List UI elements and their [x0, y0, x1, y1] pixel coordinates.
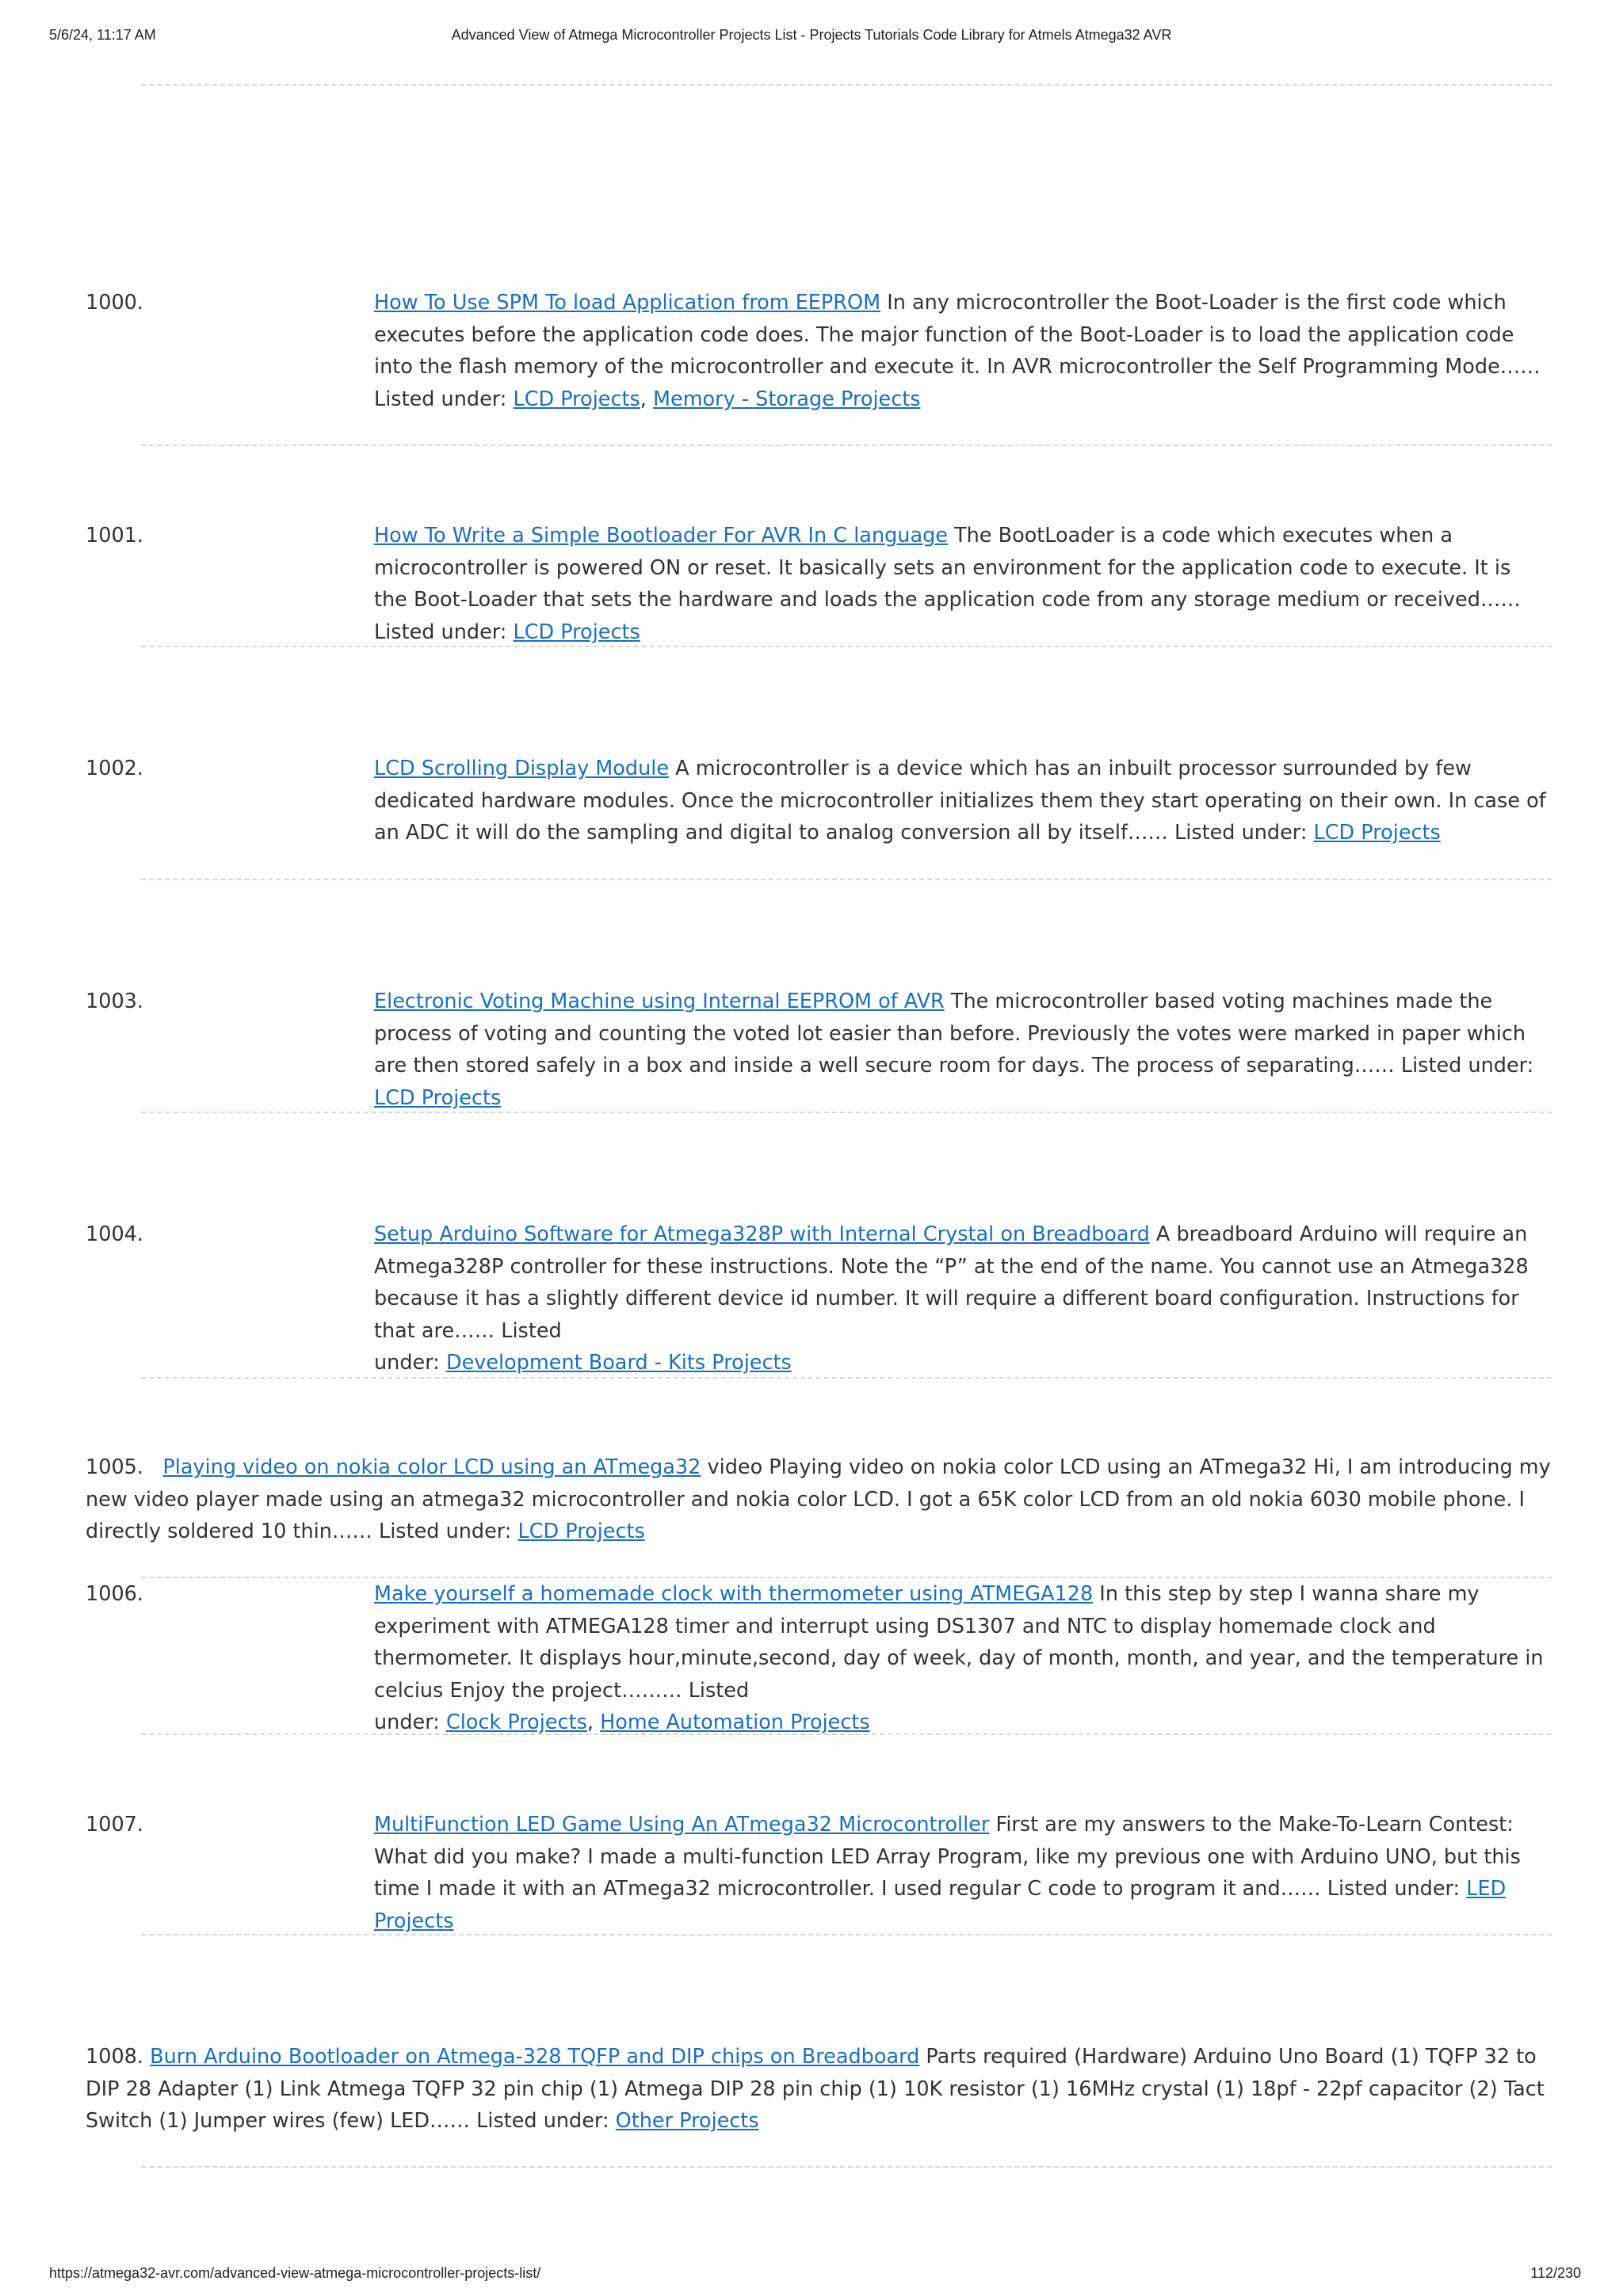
item-description: A microcontroller is a device which has an inbuilt processor surrounded by few dedicated hardware modules. Once the microcontroller initializes them they start operating on their own. In case of an ADC it will do the sampling and digital to analog conversion all by itself…… — [374, 757, 1546, 845]
item-description: Parts required (Hardware) Arduino Uno Board (1) TQFP 32 to DIP 28 Adapter (1) Link Atmega TQFP 32 pin chip (1) Atmega DIP 28 pin chip (1) 10K resistor (1) 16MHz crystal (1) 18pf - 22pf capacitor (2) Tact Switch (1) Jumper wires (few) LED…… — [86, 2045, 1545, 2133]
divider — [141, 879, 1552, 880]
project-link[interactable]: MultiFunction LED Game Using An ATmega32 Microcontroller — [374, 1813, 990, 1836]
category-link[interactable]: Memory - Storage Projects — [653, 387, 921, 411]
item-number: 1002. — [86, 757, 144, 780]
item-body: How To Use SPM To load Application from EEPROM In any microcontroller the Boot-Loader is the first code which executes before the application code does. The major function of the Boot-Loader is to load the application code into the flash memory of the microcontroller and execute it. In AVR microcontroller the Self Programming Mode…… Listed under: LCD Projects, Memory - Storage Projects — [374, 291, 1541, 411]
category-link[interactable]: Other Projects — [615, 2109, 759, 2133]
listed-under-label: Listed under: — [374, 620, 507, 644]
item-description: First are my answers to the Make-To-Learn Contest: What did you make? I made a multi-function LED Array Program, like my previous one with Arduino UNO, but this time I made it with an ATmega32 microcontroller. I used regular C code to program it and…… — [374, 1813, 1521, 1901]
listed-under-label: Listed under: — [476, 2109, 609, 2133]
item-description: video Playing video on nokia color LCD using an ATmega32 Hi, I am introducing my new video player made using an atmega32 microcontroller and nokia color LCD. I got a 65K color LCD from an old nokia 6030 mobile phone. I directly soldered 10 thin…… — [86, 1455, 1551, 1543]
item-description: The BootLoader is a code which executes when a microcontroller is powered ON or reset. It basically sets an environment for the application code to execute. It is the Boot-Loader that sets the hardware and loads the application code from any storage medium or received…… — [374, 524, 1521, 612]
divider — [141, 1112, 1552, 1113]
item-body — [86, 1451, 1552, 1548]
item-body: Make yourself a homemade clock with thermometer using ATMEGA128 In this step by step I wanna share my experiment with ATMEGA128 timer and interrupt using DS1307 and NTC to display homemade clock and thermometer. It displays hour,minute,second, day of week, day of month, month, and year, and the temperature in celcius Enjoy the project……… Listed under: Clock Projects, Home Automation Projects — [374, 1582, 1544, 1734]
project-link[interactable]: Make yourself a homemade clock with thermometer using ATMEGA128 — [374, 1582, 1094, 1606]
category-link[interactable]: Home Automation Projects — [600, 1711, 870, 1734]
under-label: under: — [374, 1711, 440, 1734]
item-number: 1005. — [86, 1455, 144, 1479]
category-link[interactable]: LCD Projects — [513, 620, 640, 644]
item-number: 1001. — [86, 524, 144, 547]
divider — [141, 2166, 1552, 2168]
item-description: In this step by step I wanna share my experiment with ATMEGA128 timer and interrupt using DS1307 and NTC to display homemade clock and thermometer. It displays hour,minute,second, day of week, day of month, month, and year, and the temperature in celcius Enjoy the project……… — [374, 1582, 1544, 1703]
divider — [141, 1377, 1552, 1379]
print-date: 5/6/24, 11:17 AM — [49, 27, 156, 43]
listed-under-label: Listed under: — [374, 387, 507, 411]
project-link[interactable]: Setup Arduino Software for Atmega328P with Internal Crystal on Breadboard — [374, 1222, 1150, 1246]
listed-under-label: Listed under: — [379, 1520, 512, 1543]
category-link[interactable]: LED Projects — [374, 1877, 1507, 1933]
project-link[interactable]: How To Write a Simple Bootloader For AVR In C language — [374, 524, 948, 547]
project-link[interactable]: How To Use SPM To load Application from EEPROM — [374, 291, 881, 315]
project-link[interactable]: Electronic Voting Machine using Internal EEPROM of AVR — [374, 990, 945, 1013]
under-label: under: — [374, 1351, 440, 1375]
category-link[interactable]: LCD Projects — [1313, 821, 1441, 845]
print-page-title: Advanced View of Atmega Microcontroller Projects List - Projects Tutorials Code Library for Atmels Atmega32 AVR — [451, 27, 1172, 43]
item-description: In any microcontroller the Boot-Loader is the first code which executes before the application code does. The major function of the Boot-Loader is to load the application code into the flash memory of the microcontroller and execute it. In AVR microcontroller the Self Programming Mode…… — [374, 291, 1541, 379]
item-body — [374, 753, 1549, 849]
project-link[interactable]: Burn Arduino Bootloader on Atmega-328 TQFP and DIP chips on Breadboard — [150, 2045, 920, 2069]
project-link[interactable]: LCD Scrolling Display Module — [374, 757, 670, 780]
category-link[interactable]: Clock Projects — [445, 1711, 587, 1734]
item-number: 1003. — [86, 990, 144, 1013]
category-link[interactable]: Development Board - Kits Projects — [445, 1351, 792, 1375]
category-link[interactable]: LCD Projects — [374, 1085, 502, 1110]
listed-under-label: Listed under: — [1174, 821, 1308, 845]
item-body — [86, 2041, 1552, 2138]
project-link[interactable]: Playing video on nokia color LCD using an ATmega32 — [162, 1455, 701, 1479]
print-url: https://atmega32-avr.com/advanced-view-atmega-microcontroller-projects-list/ — [49, 2265, 541, 2281]
page-number: 112/230 — [1530, 2265, 1581, 2281]
item-body — [374, 520, 1549, 648]
item-number: 1008. — [86, 2045, 144, 2069]
item-number: 1006. — [86, 1582, 144, 1606]
divider — [141, 1733, 1552, 1735]
item-body — [374, 1219, 1549, 1379]
listed-under-label: Listed under: — [1400, 1054, 1534, 1077]
item-number: 1007. — [86, 1813, 144, 1836]
item-description: A breadboard Arduino will require an Atmega328P controller for these instructions. Note the “P” at the end of the name. You cannot use an Atmega328 because it has a slightly different device id number. It will require a different board configuration. Instructions for that are…… — [374, 1222, 1529, 1343]
item-body — [374, 986, 1549, 1114]
item-number: 1000. — [86, 291, 144, 315]
divider — [141, 646, 1552, 647]
item-body — [374, 1809, 1549, 1937]
category-link[interactable]: LCD Projects — [513, 387, 640, 411]
listed-under-label: Listed under: — [1327, 1877, 1461, 1901]
item-description: The microcontroller based voting machines made the process of voting and counting the voted lot easier than before. Previously the votes were marked in paper which are then stored safely in a box and inside a well secure room for days. The process of separating…… — [374, 990, 1526, 1077]
listed-label: Listed — [688, 1678, 750, 1703]
listed-label: Listed — [501, 1318, 562, 1343]
divider — [141, 84, 1552, 86]
divider — [141, 444, 1552, 446]
divider — [141, 1934, 1552, 1936]
category-link[interactable]: LCD Projects — [517, 1520, 645, 1543]
item-number: 1004. — [86, 1222, 144, 1246]
